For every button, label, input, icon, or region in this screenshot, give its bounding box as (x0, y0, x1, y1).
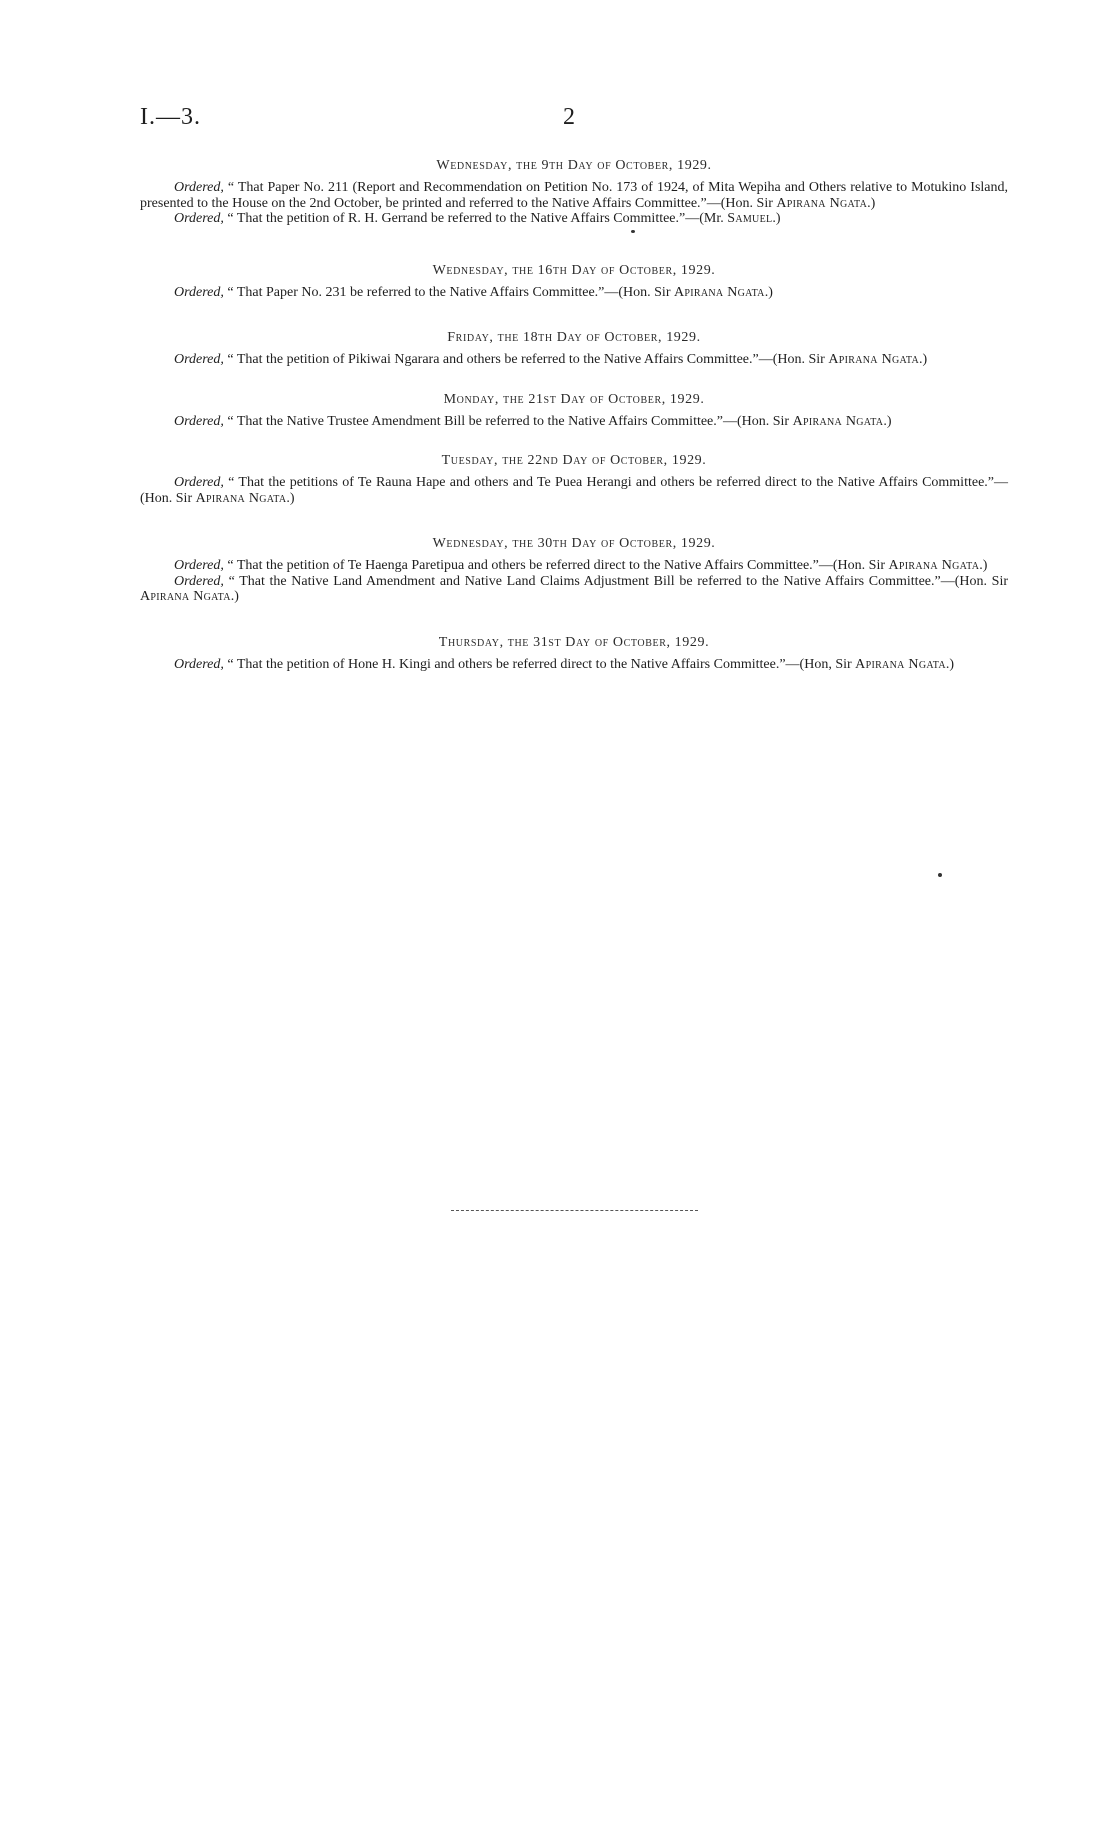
journal-entry (140, 635, 1008, 673)
order-paragraph (140, 657, 1008, 673)
order-text: “ That the Native Land Amendment and Native Land Claims Adjustment Bill be referred to the Native Affairs Committee.”—(Hon. Sir (223, 573, 1008, 589)
entry-date-heading: Wednesday, the 16th Day of October, 1929. (432, 262, 716, 278)
order-text: “ That the petition of Hone H. Kingi and others be referred direct to the Native Affairs Committee.”—(Hon, Sir (223, 656, 856, 672)
entry-date-heading: Tuesday, the 22nd Day of October, 1929. (441, 453, 707, 468)
ordered-lead: Ordered, (174, 573, 224, 589)
ordered-lead: Ordered, (174, 413, 224, 429)
order-close: .) (919, 352, 928, 367)
order-paragraph (140, 574, 1008, 605)
mover-name: Apirana Ngata (855, 656, 946, 672)
ordered-lead: Ordered, (174, 180, 224, 195)
order-paragraph (140, 180, 1008, 211)
ordered-lead: Ordered, (174, 211, 224, 226)
mover-name: Apirana Ngata (140, 589, 231, 604)
entry-date-heading: Wednesday, the 30th Day of October, 1929. (432, 536, 716, 551)
journal-entry (140, 392, 1008, 430)
ordered-lead: Ordered, (174, 284, 224, 300)
order-paragraph (140, 285, 1008, 301)
journal-entry (140, 536, 1008, 605)
order-close: .) (945, 656, 955, 672)
section-end-rule (451, 1210, 698, 1211)
mover-name: Apirana Ngata (673, 284, 765, 300)
journal-entry (140, 263, 1008, 301)
mover-name: Apirana Ngata (792, 413, 884, 429)
order-close: .) (883, 413, 892, 429)
mover-name: Apirana Ngata (828, 352, 920, 367)
entry-date-heading: Wednesday, the 9th Day of October, 1929. (436, 158, 712, 173)
journal-entry (140, 453, 1008, 506)
entry-date-heading: Monday, the 21st Day of October, 1929. (443, 391, 705, 407)
order-close: .) (867, 195, 876, 211)
journal-entry (140, 330, 1008, 368)
entry-date-heading: Friday, the 18th Day of October, 1929. (447, 330, 701, 345)
ordered-lead: Ordered, (174, 475, 224, 490)
order-text: “ That Paper No. 231 be referred to the Native Affairs Committee.”—(Hon. Sir (223, 284, 674, 300)
order-close: .) (230, 589, 239, 604)
order-paragraph (140, 211, 1008, 227)
journal-entries (140, 158, 1008, 696)
ordered-lead: Ordered, (174, 558, 224, 573)
journal-entry (140, 158, 1008, 227)
order-close: .) (772, 211, 781, 226)
order-text: “ That the petition of R. H. Gerrand be referred to the Native Affairs Committee.”—(Mr. (223, 211, 728, 226)
page-reference: I.—3. (140, 104, 201, 130)
mover-name: Apirana Ngata (888, 558, 980, 573)
order-close: .) (764, 284, 773, 300)
order-text: “ That Paper No. 211 (Report and Recommendation on Petition No. 173 of 1924, of Mita Wepiha and Others relative to Motukino Island, presented to the House on the 2nd October, be printed and referred to the Native Affairs Committee.”—(Hon. Sir (140, 180, 1008, 211)
order-paragraph (140, 352, 1008, 368)
ordered-lead: Ordered, (174, 656, 224, 672)
order-text: “ That the Native Trustee Amendment Bill be referred to the Native Affairs Committee.”—(Hon. Sir (223, 413, 793, 429)
order-text: “ That the petition of Te Haenga Paretipua and others be referred direct to the Native Affairs Committee.”—(Hon. Sir (223, 558, 889, 573)
scan-speck (938, 873, 942, 877)
entry-date-heading: Thursday, the 31st Day of October, 1929. (438, 634, 710, 650)
mover-name: Apirana Ngata (776, 195, 868, 211)
order-text: “ That the petitions of Te Rauna Hape and others and Te Puea Herangi and others be referred direct to the Native Affairs Committee.”—(Hon. Sir (140, 475, 1008, 506)
mover-name: Apirana Ngata (195, 490, 287, 506)
order-paragraph (140, 558, 1008, 574)
order-paragraph (140, 414, 1008, 430)
order-paragraph (140, 475, 1008, 506)
mover-name: Samuel (727, 211, 773, 226)
scan-speck (631, 230, 635, 233)
order-close: .) (286, 490, 295, 506)
order-text: “ That the petition of Pikiwai Ngarara and others be referred to the Native Affairs Committee.”—(Hon. Sir (223, 352, 829, 367)
ordered-lead: Ordered, (174, 352, 224, 367)
order-close: .) (979, 558, 988, 573)
page-number: 2 (563, 104, 575, 130)
